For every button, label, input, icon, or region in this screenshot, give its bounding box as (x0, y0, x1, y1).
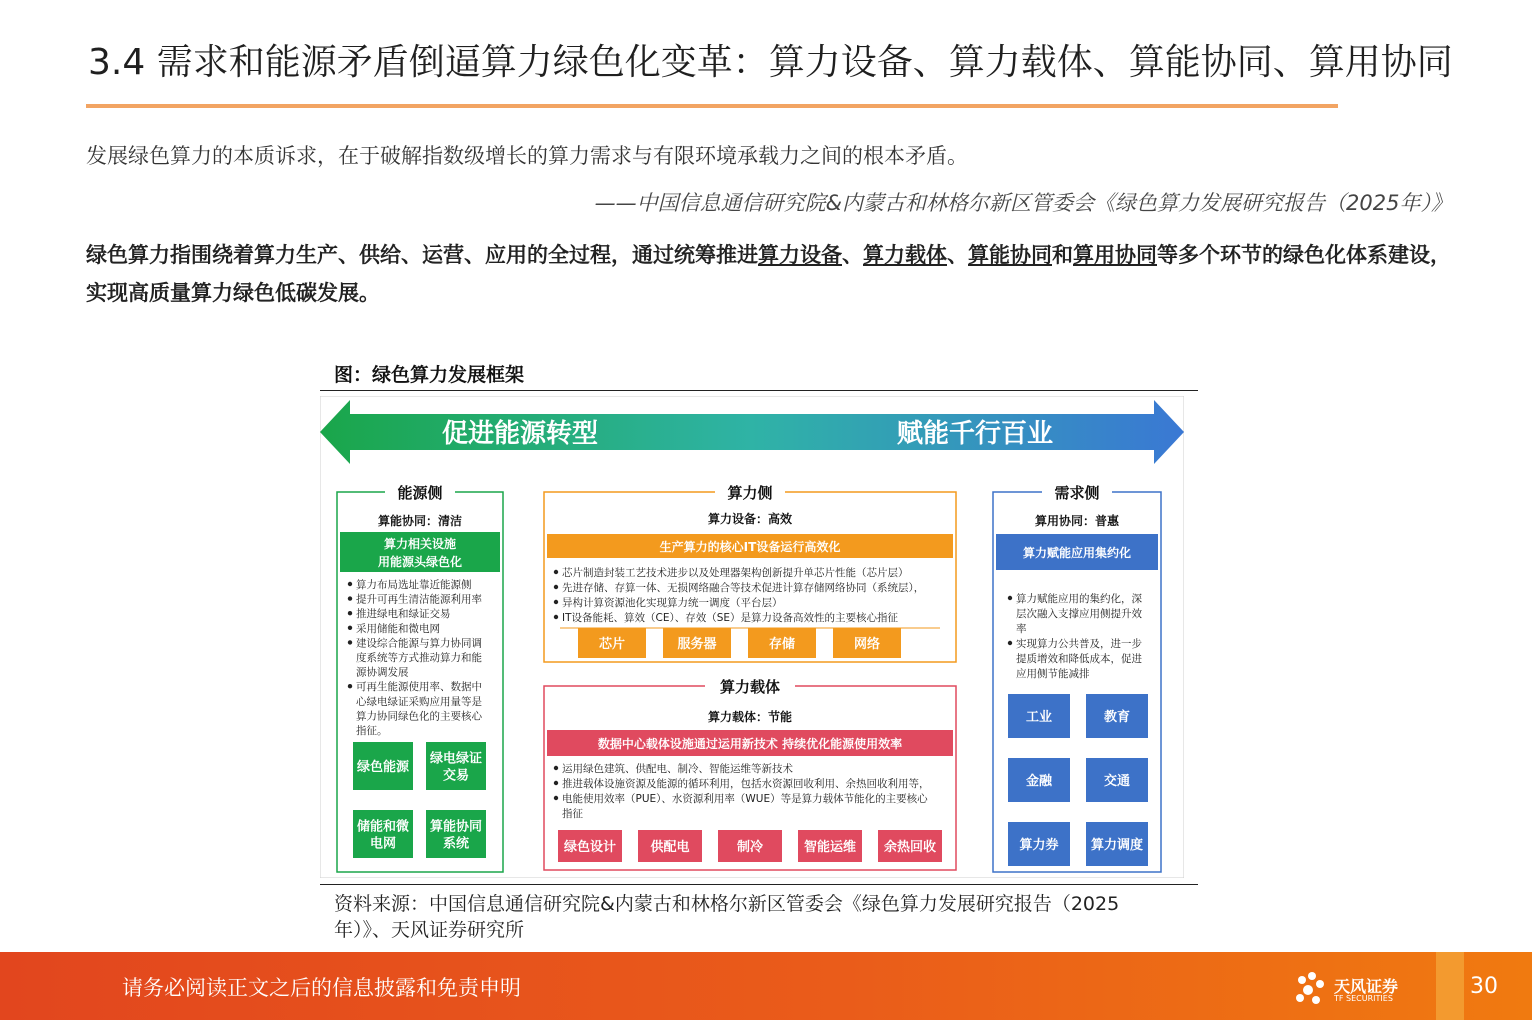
energy-bullet-list (348, 578, 483, 737)
carrier-bullet-text: 电能使用效率（PUE）、水资源利用率（WUE）等是算力载体节能化的主要核心 (562, 793, 928, 805)
bullet-dot (554, 781, 558, 785)
carrier-bullet-text: 推进载体设施资源及能源的循环利用，包括水资源回收利用、余热回收利用等， (562, 778, 930, 790)
compute-bullet-text: IT设备能耗、算效（CE）、存效（SE）是算力设备高效性的主要核心指征 (562, 612, 899, 624)
energy-tag: 交易 (442, 768, 470, 784)
green-compute-framework-diagram (320, 396, 1184, 878)
energy-tag: 绿色能源 (356, 760, 410, 775)
figure-title: 图：绿色算力发展框架 (334, 364, 525, 386)
carrier-subtitle: 算力载体：节能 (707, 710, 793, 724)
carrier-bullet-text: 指征 (562, 808, 583, 820)
disclaimer-note: 请务必阅读正文之后的信息披露和免责申明 (122, 976, 521, 1000)
quote-source: ——中国信息通信研究院&内蒙古和林格尔新区管委会《绿色算力发展研究报告（2025年）》 (594, 191, 1452, 215)
figure-top-rule (320, 390, 1198, 391)
carrier-tag: 供配电 (650, 840, 690, 855)
energy-bullet-text: 采用储能和微电网 (356, 622, 440, 635)
energy-side-subtitle: 算能协同：清洁 (377, 514, 463, 528)
energy-bullet-text: 算力协同绿色化的主要核心 (356, 710, 482, 723)
demand-tag: 算力调度 (1090, 838, 1144, 853)
carrier-tag: 余热回收 (883, 840, 937, 855)
keyword-compute-carrier: 算力载体 (863, 243, 947, 267)
demand-side-subtitle: 算用协同：普惠 (1034, 514, 1120, 528)
page-number: 30 (1470, 974, 1498, 999)
compute-side-subtitle: 算力设备：高效 (707, 512, 793, 526)
energy-bullet-text: 指征。 (356, 725, 388, 737)
compute-tag: 芯片 (598, 637, 626, 652)
bullet-dot (1008, 596, 1012, 600)
energy-tag: 系统 (442, 836, 470, 852)
arrow-label-empower-industries: 赋能千行百业 (896, 419, 1054, 449)
bullet-dot (554, 796, 558, 800)
summary-text: 等多个环节的绿色化体系建设，实现高质量算力绿色低碳发展。 (86, 243, 1451, 305)
demand-tag: 工业 (1025, 710, 1053, 725)
carrier-banner-text: 数据中心载体设施通过运用新技术 持续优化能源使用效率 (597, 737, 903, 751)
quote-text: 发展绿色算力的本质诉求，在于破解指数级增长的算力需求与有限环境承载力之间的根本矛盾。 (86, 144, 968, 168)
bullet-dot (348, 582, 352, 586)
energy-banner-line-1: 算力相关设施 (383, 537, 457, 551)
energy-tag: 电网 (369, 836, 397, 852)
energy-tag: 绿电绿证 (429, 751, 483, 767)
energy-bullet-text: 源协调发展 (356, 666, 409, 679)
demand-tag: 算力券 (1019, 838, 1059, 853)
page-title: 3.4 需求和能源矛盾倒逼算力绿色化变革：算力设备、算力载体、算能协同、算用协同 (88, 42, 1453, 83)
energy-tag: 算能协同 (429, 819, 483, 835)
bullet-dot (554, 600, 558, 604)
title-underline (86, 104, 1338, 108)
summary-paragraph (86, 236, 1466, 312)
carrier-tag: 绿色设计 (563, 840, 617, 855)
compute-side-header: 算力侧 (727, 484, 773, 502)
demand-bullet-text: 提质增效和降低成本，促进 (1016, 653, 1142, 665)
carrier-bullet-text: 运用绿色建筑、供配电、制冷、智能运维等新技术 (562, 763, 793, 775)
demand-bullet-text: 应用侧节能减排 (1016, 668, 1090, 680)
demand-tag: 交通 (1103, 774, 1131, 789)
bullet-dot (348, 611, 352, 615)
energy-bullet-text: 推进绿电和绿证交易 (356, 608, 451, 621)
bullet-dot (554, 615, 558, 619)
energy-side-header: 能源侧 (397, 484, 443, 502)
compute-bullet-text: 异构计算资源池化实现算力统一调度（平台层） (562, 597, 783, 609)
bullet-dot (348, 684, 352, 688)
figure-bottom-rule (320, 884, 1198, 885)
summary-separator: 、 (947, 243, 968, 267)
demand-bullet-text: 率 (1016, 623, 1027, 635)
bullet-dot (554, 570, 558, 574)
compute-bullet-text: 先进存储、存算一体、无损网络融合等技术促进计算存储网络协同（系统层）， (562, 582, 925, 594)
energy-tag: 储能和微 (356, 819, 410, 835)
demand-bullet-text: 实现算力公共普及，进一步 (1016, 638, 1142, 650)
carrier-tag-row (558, 830, 942, 862)
summary-text: 绿色算力指围绕着算力生产、供给、运营、应用的全过程，通过统筹推进 (86, 243, 758, 267)
demand-banner-text: 算力赋能应用集约化 (1022, 546, 1132, 560)
arrow-label-energy-transition: 促进能源转型 (441, 419, 599, 449)
energy-banner-line-2: 用能源头绿色化 (377, 555, 463, 569)
figure-source: 资料来源：中国信息通信研究院&内蒙古和林格尔新区管委会《绿色算力发展研究报告（2025年）》、天风证券研究所 (334, 893, 1120, 941)
keyword-compute-use-synergy: 算用协同 (1073, 243, 1157, 267)
bullet-dot (348, 596, 352, 600)
demand-bullet-text: 层次融入支撑应用侧提升效 (1016, 608, 1142, 620)
compute-bullet-text: 芯片制造封装工艺技术进步以及处理器架构创新提升单芯片性能（芯片层） (562, 567, 909, 579)
carrier-tag: 智能运维 (803, 840, 857, 855)
compute-banner-text: 生产算力的核心IT设备运行高效化 (659, 540, 841, 554)
bullet-dot (554, 766, 558, 770)
summary-conjunction: 和 (1052, 243, 1073, 267)
energy-bullet-text: 算力布局选址靠近能源侧 (356, 579, 472, 591)
summary-separator: 、 (842, 243, 863, 267)
bullet-dot (554, 585, 558, 589)
energy-bullet-text: 建设综合能源与算力协同调 (356, 637, 482, 650)
company-logo-text: 天风证券 (1334, 977, 1399, 996)
company-logo-subtext: TF SECURITIES (1334, 994, 1393, 1003)
page-number-stripe (1436, 952, 1464, 1020)
demand-tag: 教育 (1103, 710, 1131, 725)
energy-bullet-text: 提升可再生清洁能源利用率 (356, 593, 482, 606)
carrier-tag: 制冷 (736, 840, 764, 855)
keyword-compute-equipment: 算力设备 (758, 243, 842, 267)
carrier-header: 算力载体 (719, 678, 781, 696)
compute-tag: 存储 (768, 637, 796, 652)
keyword-compute-energy-synergy: 算能协同 (968, 243, 1052, 267)
energy-bullet-text: 可再生能源使用率、数据中 (356, 681, 482, 694)
compute-tag: 网络 (853, 637, 881, 652)
energy-bullet-text: 心绿电绿证采购应用量等是 (356, 695, 482, 708)
compute-tag: 服务器 (677, 637, 717, 652)
demand-bullet-text: 算力赋能应用的集约化，深 (1016, 593, 1142, 605)
bullet-dot (1008, 641, 1012, 645)
demand-tag: 金融 (1025, 774, 1053, 789)
energy-bullet-text: 度系统等方式推动算力和能 (356, 652, 482, 664)
demand-side-header: 需求侧 (1054, 484, 1100, 502)
bullet-dot (348, 626, 352, 630)
bullet-dot (348, 640, 352, 644)
